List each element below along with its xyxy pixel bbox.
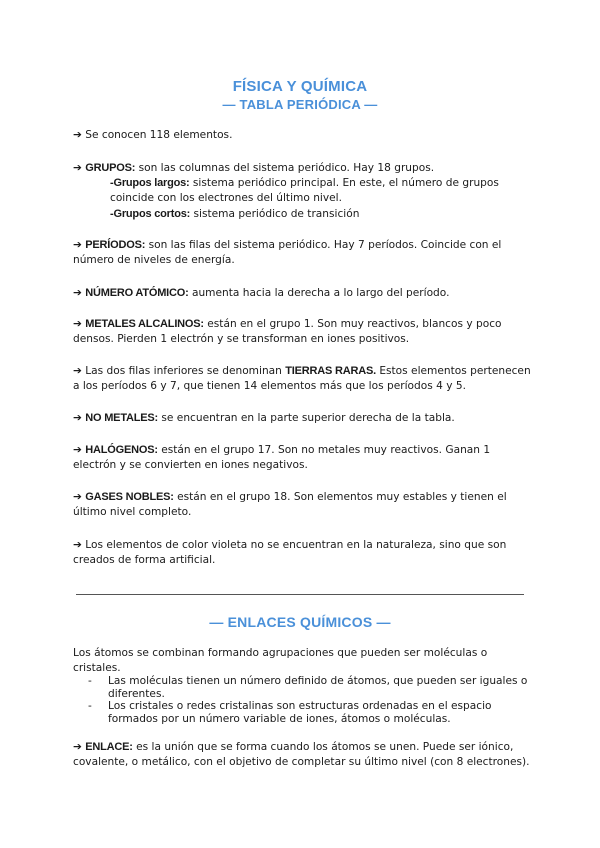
- term-label: ENLACE:: [85, 741, 133, 753]
- paragraph-text: es la unión que se forma cuando los átomos se unen. Puede ser iónico, covalente, o metálico, con el objetivo de completar su último nivel (con 8 electrones).: [73, 741, 530, 769]
- paragraph-gases-nobles: [73, 490, 533, 521]
- arrow-icon: ➔: [73, 287, 82, 299]
- paragraph-grupos: [73, 161, 533, 176]
- arrow-icon: ➔: [73, 365, 82, 377]
- bullet-dash: -: [88, 700, 92, 712]
- paragraph-text: aumenta hacia la derecha a lo largo del período.: [188, 287, 450, 299]
- bullet-item-moleculas: [73, 675, 533, 700]
- paragraph-text: Las dos filas inferiores se denominan: [81, 365, 286, 377]
- paragraph-intro-enlaces: Los átomos se combinan formando agrupaciones que pueden ser moléculas o cristales.: [73, 647, 488, 675]
- section-title-enlaces-quimicos: — ENLACES QUÍMICOS —: [209, 614, 391, 630]
- paragraph-periodos: [73, 238, 533, 269]
- bullet-text: Los cristales o redes cristalinas son estructuras ordenadas en el espacio formados por un número variable de iones, átomos o moléculas.: [108, 700, 492, 725]
- section-title-tabla-periodica: — TABLA PERIÓDICA —: [222, 97, 378, 112]
- paragraph-text: Se conocen 118 elementos.: [81, 129, 233, 141]
- paragraph-text: están en el grupo 17. Son no metales muy reactivos. Ganan 1 electrón y se convierten en iones negativos.: [73, 444, 491, 472]
- paragraph-text: son las columnas del sistema periódico. Hay 18 grupos.: [135, 162, 435, 174]
- paragraph-text: están en el grupo 1. Son muy reactivos, blancos y poco densos. Pierden 1 electrón y se transforman en iones positivos.: [73, 318, 502, 346]
- paragraph-grupos-cortos: [73, 207, 533, 222]
- paragraph-metales-alcalinos: [73, 317, 533, 348]
- arrow-icon: ➔: [73, 444, 82, 456]
- paragraph-text: están en el grupo 18. Son elementos muy estables y tienen el último nivel completo.: [73, 491, 507, 519]
- paragraph-elementos: [73, 128, 533, 143]
- arrow-icon: ➔: [73, 318, 82, 330]
- paragraph-text: son las filas del sistema periódico. Hay 7 períodos. Coincide con el número de niveles de energía.: [73, 239, 502, 267]
- term-label: -Grupos largos:: [110, 177, 190, 189]
- term-label: GRUPOS:: [85, 162, 136, 174]
- paragraph-text: sistema periódico principal. En este, el número de grupos coincide con los electrones del último nivel.: [110, 177, 499, 205]
- arrow-icon: ➔: [73, 741, 82, 753]
- term-label: -Grupos cortos:: [110, 208, 191, 220]
- document-title: FÍSICA Y QUÍMICA: [232, 78, 368, 95]
- arrow-icon: ➔: [73, 129, 82, 141]
- term-label: GASES NOBLES:: [85, 491, 174, 503]
- arrow-icon: ➔: [73, 239, 82, 251]
- paragraph-text: Los elementos de color violeta no se encuentran en la naturaleza, sino que son creados de forma artificial.: [73, 539, 507, 567]
- bullet-item-cristales: [73, 700, 533, 725]
- arrow-icon: ➔: [73, 412, 82, 424]
- arrow-icon: ➔: [73, 491, 82, 503]
- paragraph-enlace: [73, 740, 533, 771]
- term-label: HALÓGENOS:: [85, 444, 158, 456]
- section-divider: [76, 594, 524, 595]
- arrow-icon: ➔: [73, 162, 82, 174]
- term-label: NO METALES:: [85, 412, 159, 424]
- paragraph-numero-atomico: [73, 286, 533, 301]
- bullet-dash: -: [88, 675, 92, 687]
- term-label: PERÍODOS:: [85, 239, 146, 251]
- paragraph-text: se encuentran en la parte superior derecha de la tabla.: [158, 412, 455, 424]
- bullet-text: Las moléculas tienen un número definido de átomos, que pueden ser iguales o diferentes.: [108, 675, 528, 700]
- term-label: NÚMERO ATÓMICO:: [85, 287, 189, 299]
- term-label: METALES ALCALINOS:: [85, 318, 204, 330]
- paragraph-halogenos: [73, 443, 533, 474]
- paragraph-elementos-artificiales: [73, 538, 533, 569]
- paragraph-text: Estos elementos pertenecen a los períodos 6 y 7, que tienen 14 elementos más que los períodos 4 y 5.: [73, 365, 531, 393]
- paragraph-grupos-largos: [73, 176, 533, 207]
- arrow-icon: ➔: [73, 539, 82, 551]
- paragraph-no-metales: [73, 411, 533, 426]
- paragraph-text: sistema periódico de transición: [190, 208, 360, 220]
- paragraph-tierras-raras: [73, 364, 533, 395]
- term-label: TIERRAS RARAS.: [285, 365, 376, 377]
